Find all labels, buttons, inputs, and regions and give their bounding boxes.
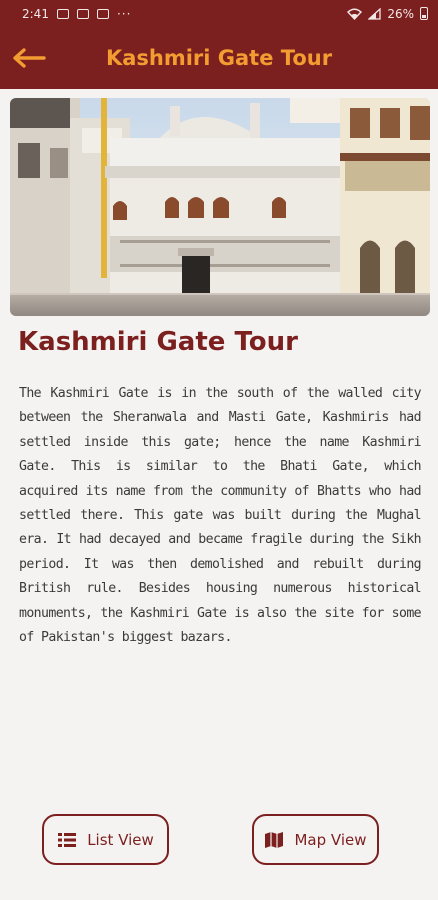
arrow-left-icon — [12, 48, 46, 68]
battery-percent: 26% — [387, 6, 414, 21]
more-notifications-indicator: ··· — [116, 6, 132, 21]
list-view-button[interactable] — [42, 814, 169, 865]
app-bar — [0, 27, 438, 89]
status-right — [347, 7, 428, 21]
hero-image — [10, 98, 430, 316]
back-button[interactable] — [10, 41, 48, 75]
description-text: The Kashmiri Gate is in the south of the walled city between the Sheranwala and Masti Gate, Kashmiris had settled inside this gate; hence the name Kashmiri Gate. This is similar to the Bhati Gate, which acquired its name from the community of Bhatts who had settled there. This gate was built during the Mughal era. It had decayed and became fragile during the Sikh period. It was then demolished and rebuilt during British rule. Besides housing numerous historical monuments, the Kashmiri Gate is also the site for some of Pakistan's biggest bazars. — [19, 386, 421, 646]
status-bar — [0, 0, 438, 27]
content-title: Kashmiri Gate Tour — [18, 327, 298, 357]
mosque-photo — [10, 98, 430, 316]
map-view-button[interactable] — [252, 814, 379, 865]
battery-icon — [420, 7, 428, 20]
mail-notification-icon — [77, 9, 89, 19]
map-icon — [264, 831, 284, 849]
calendar-notification-icon — [97, 9, 109, 19]
list-icon — [57, 831, 77, 849]
signal-icon — [368, 8, 381, 20]
gallery-notification-icon — [57, 9, 69, 19]
app-bar-title: Kashmiri Gate Tour — [105, 46, 333, 70]
status-left — [22, 7, 131, 21]
status-time: 2:41 — [22, 6, 49, 21]
map-view-label: Map View — [294, 830, 367, 849]
wifi-icon — [347, 8, 362, 20]
list-view-label: List View — [87, 830, 154, 849]
